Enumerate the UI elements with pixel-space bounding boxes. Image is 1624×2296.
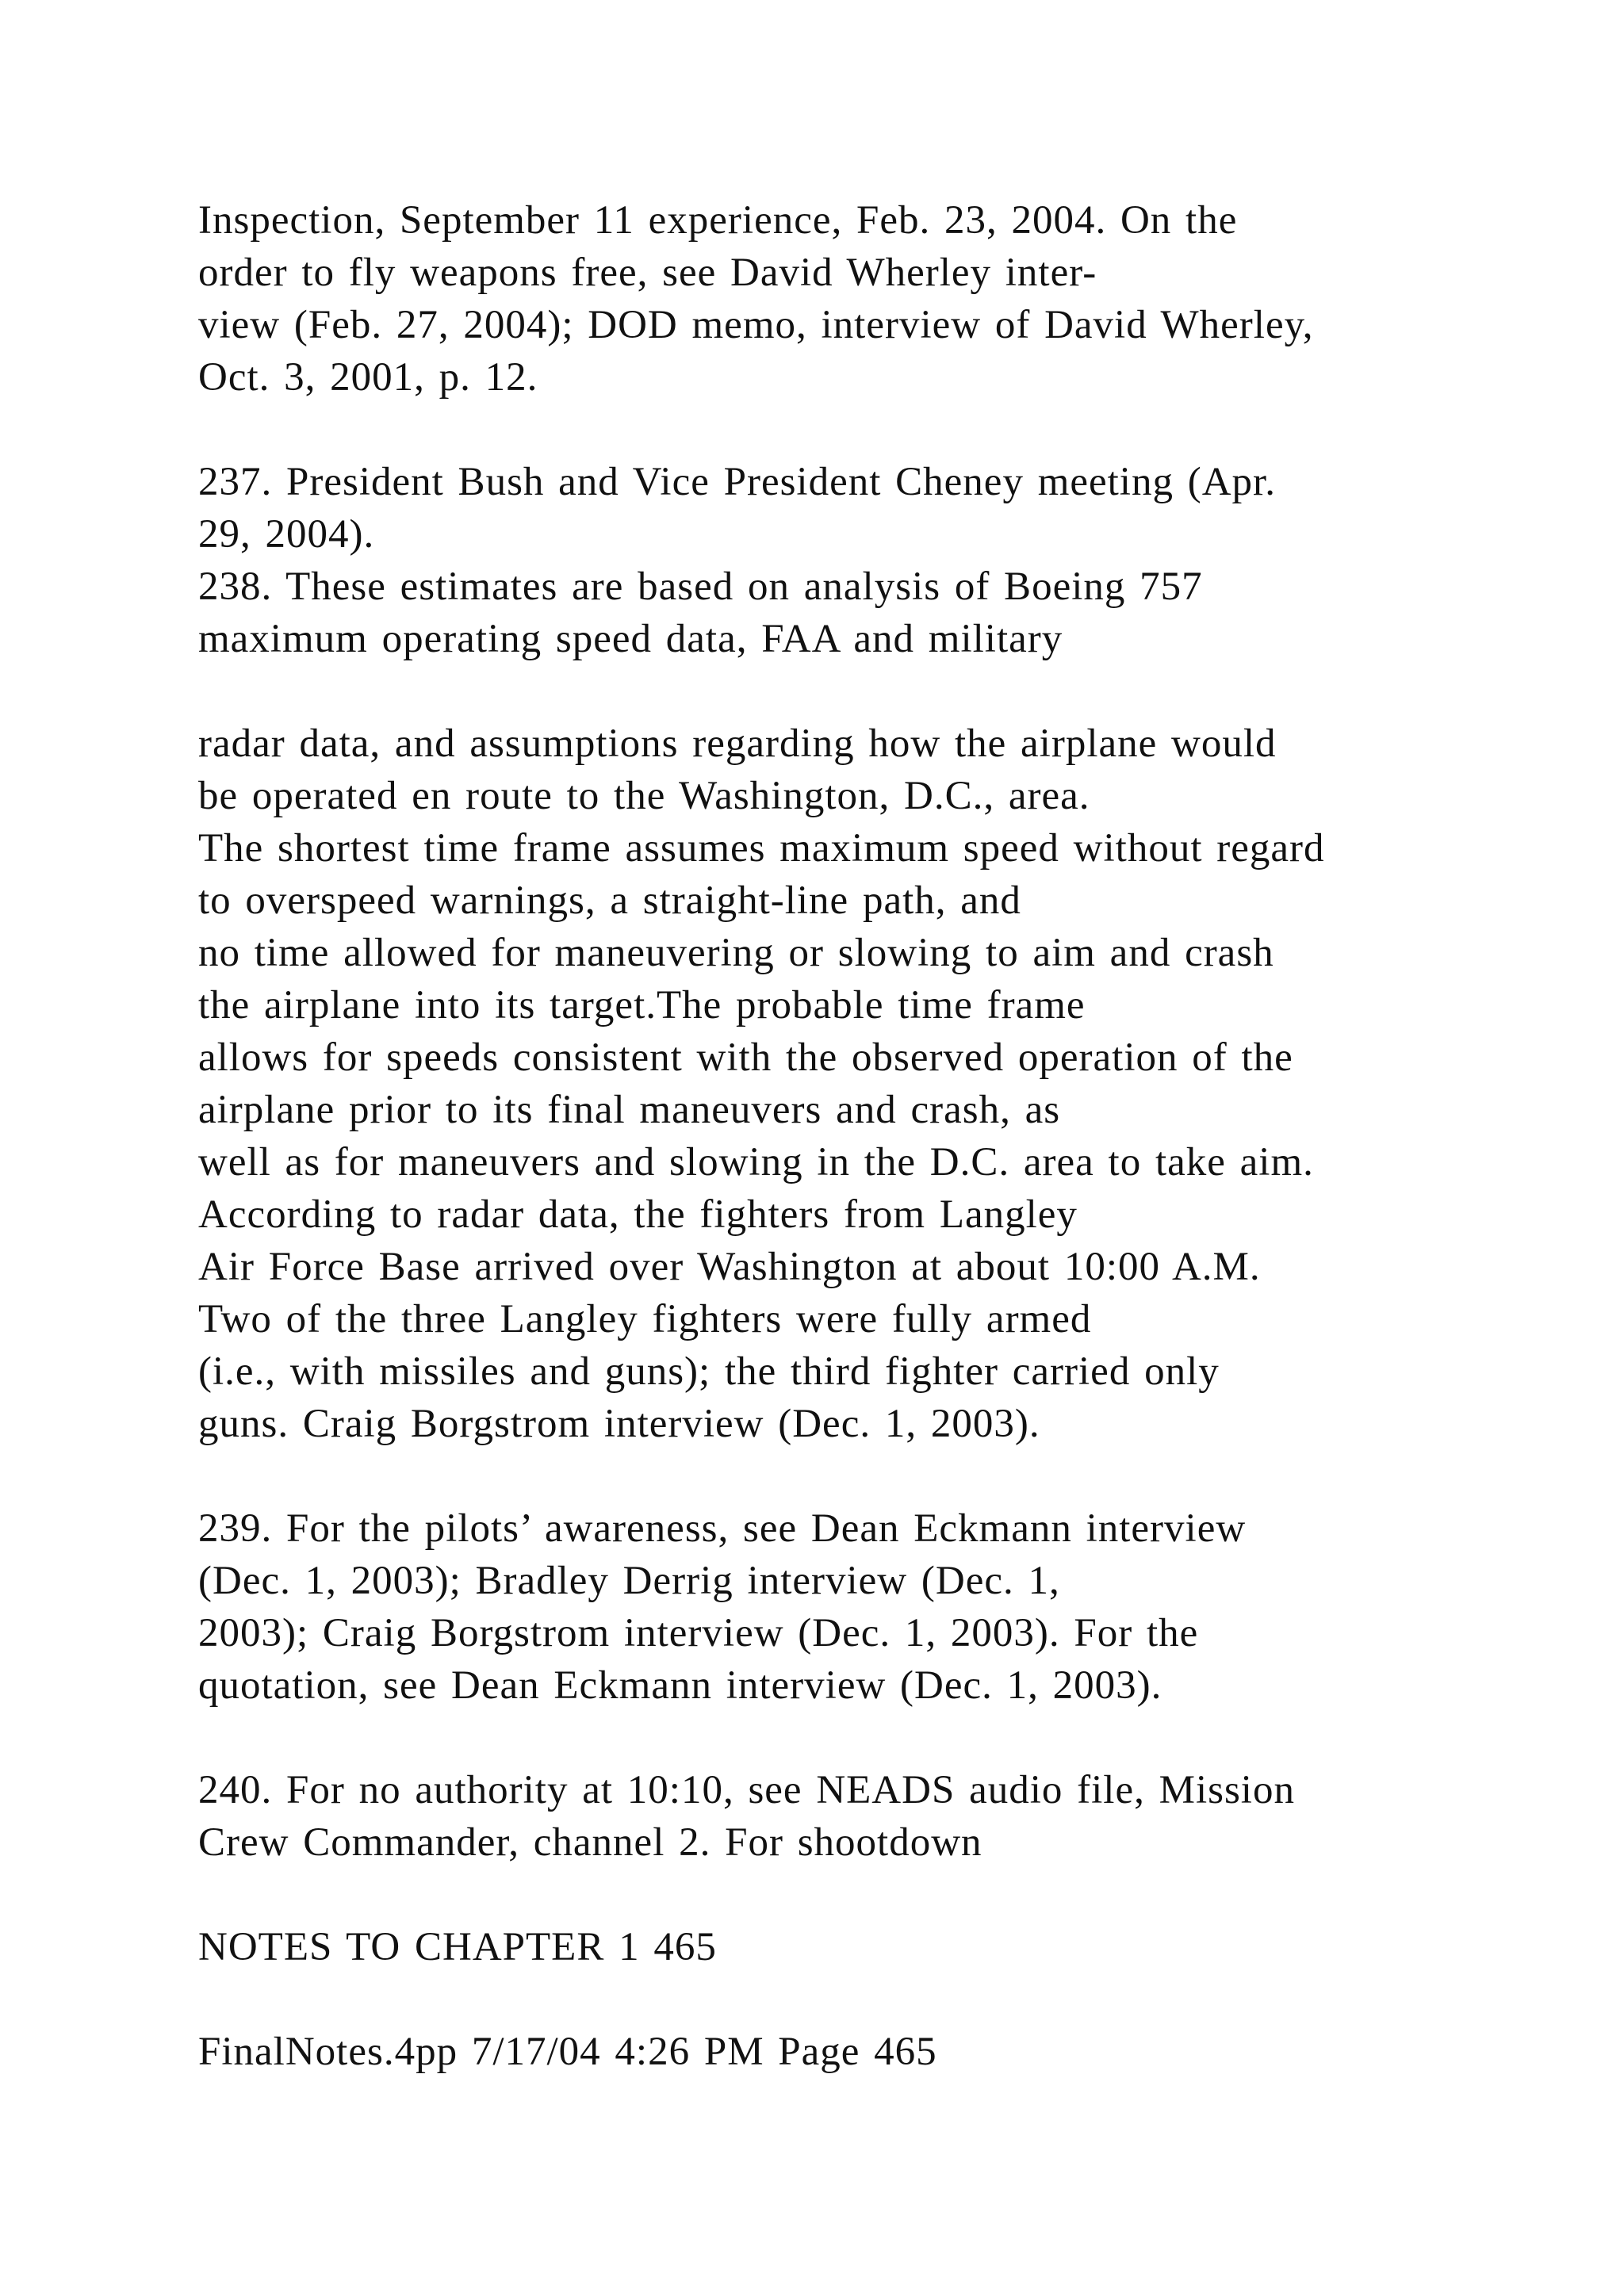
text-line: 239. For the pilots’ awareness, see Dean Eckmann interview: [198, 1506, 1247, 1551]
text-line: airplane prior to its final maneuvers and crash, as: [198, 1088, 1061, 1132]
text-line: quotation, see Dean Eckmann interview (Dec. 1, 2003).: [198, 1663, 1162, 1708]
running-footer: NOTES TO CHAPTER 1 465: [198, 1925, 717, 1969]
text-line: allows for speeds consistent with the observed operation of the: [198, 1035, 1293, 1080]
text-line: radar data, and assumptions regarding how the airplane would: [198, 721, 1277, 766]
text-line: the airplane into its target.The probable time frame: [198, 983, 1086, 1027]
text-line: Air Force Base arrived over Washington at about 10:00 A.M.: [198, 1245, 1261, 1289]
text-line: Two of the three Langley fighters were fully armed: [198, 1297, 1092, 1341]
text-line: to overspeed warnings, a straight-line path, and: [198, 878, 1021, 923]
text-line: According to radar data, the fighters from Langley: [198, 1192, 1078, 1237]
printer-slug: FinalNotes.4pp 7/17/04 4:26 PM Page 465: [198, 2030, 937, 2074]
text-line: 29, 2004).: [198, 512, 375, 557]
text-line: no time allowed for maneuvering or slowing to aim and crash: [198, 931, 1274, 975]
text-line: Crew Commander, channel 2. For shootdown: [198, 1820, 982, 1865]
text-line: The shortest time frame assumes maximum speed without regard: [198, 826, 1325, 871]
text-line: view (Feb. 27, 2004); DOD memo, interview of David Wherley,: [198, 303, 1314, 347]
text-line: Inspection, September 11 experience, Feb. 23, 2004. On the: [198, 198, 1238, 243]
text-line: maximum operating speed data, FAA and military: [198, 617, 1063, 661]
text-line: 238. These estimates are based on analysis of Boeing 757: [198, 564, 1203, 609]
text-line: 240. For no authority at 10:10, see NEADS audio file, Mission: [198, 1768, 1295, 1812]
text-line: well as for maneuvers and slowing in the D.C. area to take aim.: [198, 1140, 1314, 1184]
text-line: Oct. 3, 2001, p. 12.: [198, 355, 538, 400]
text-line: (Dec. 1, 2003); Bradley Derrig interview (Dec. 1,: [198, 1559, 1060, 1603]
text-line: 2003); Craig Borgstrom interview (Dec. 1, 2003). For the: [198, 1611, 1199, 1655]
text-line: guns. Craig Borgstrom interview (Dec. 1, 2003).: [198, 1402, 1040, 1446]
text-line: order to fly weapons free, see David Wherley inter-: [198, 251, 1097, 295]
text-line: (i.e., with missiles and guns); the third fighter carried only: [198, 1349, 1220, 1394]
text-line: 237. President Bush and Vice President Cheney meeting (Apr.: [198, 460, 1276, 504]
text-line: be operated en route to the Washington, D.C., area.: [198, 774, 1090, 818]
